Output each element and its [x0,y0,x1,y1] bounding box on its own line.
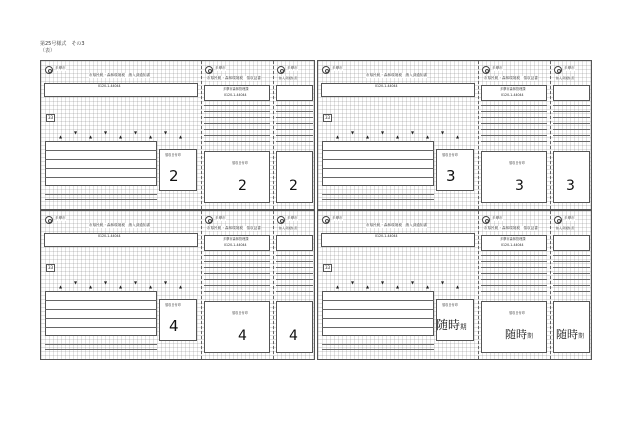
installment-label: 4 [238,328,247,344]
phone-number: 0120-1-44044 [224,93,247,97]
divider [322,344,434,345]
form-title: 納入済通知書 [556,226,575,230]
city-name: 多摩市 [492,216,503,220]
stamp-area [553,151,590,203]
installment-label: 2 [169,167,179,185]
city-seal-icon [277,216,285,224]
stamp-area [553,301,590,353]
table-row [481,267,547,268]
table-row [276,135,313,136]
city-name: 多摩市 [492,66,503,70]
triangle-down-icon: ▼ [441,130,445,135]
table-row [553,123,590,124]
stamp-title: 領収日付印 [232,161,248,165]
table-row [204,267,270,268]
table-row [481,279,547,280]
form-title: 市県民税・森林環境税 納入済通知書 [366,223,428,227]
phone-number: 0120-1-44044 [375,234,398,238]
stamp-title: 領収日付印 [165,303,181,307]
form-title: 市県民税・森林環境税 納入済通知書 [366,73,428,77]
triangle-down-icon: ▼ [164,130,168,135]
city-seal-icon [554,66,562,74]
table-row [45,327,157,328]
form-title: 市県民税・森林環境税 領収証書 [484,76,538,80]
installment-number [289,329,298,343]
installment-number [169,319,179,334]
stamp-area [276,151,313,203]
table-row [322,168,434,169]
phone-number: 0120-1-44044 [224,243,247,247]
divider [45,194,157,195]
triangle-down-icon: ▼ [351,130,355,135]
city-name: 多摩市 [215,216,226,220]
city-seal-icon [205,216,213,224]
triangle-up-icon: ▲ [149,284,153,289]
stamp-title: 領収日付印 [165,153,181,157]
city-seal-icon [322,216,330,224]
triangle-up-icon: ▲ [366,284,370,289]
installment-label: 随時 [556,328,578,341]
city-seal-icon [277,66,285,74]
form-title: 市県民税・森林環境税 納入済通知書 [89,223,151,227]
payer-info-box [276,85,313,101]
table-row [276,267,313,268]
form-number: 第25号様式 その3 [40,41,85,47]
table-row [204,279,270,280]
triangle-up-icon: ▲ [179,134,183,139]
phone-number: 0120-1-44044 [98,84,121,88]
table-row [45,159,157,160]
triangle-down-icon: ▼ [74,130,78,135]
form-side: （表） [40,48,56,54]
table-row [276,105,313,106]
table-row [204,117,270,118]
installment-number [515,179,524,193]
stamp-title: 領収日付印 [509,311,525,315]
table-row [553,135,590,136]
table-row [322,150,434,151]
city-name: 多摩市 [332,216,343,220]
triangle-down-icon: ▼ [104,280,108,285]
table-row [481,135,547,136]
installment-label: 随時 [505,328,527,341]
city-name: 多摩市 [287,216,298,220]
perforation-line [550,211,551,359]
table-row [553,255,590,256]
perforation-line [478,61,479,209]
perforation-line [201,61,202,209]
table-row [553,129,590,130]
installment-label: 2 [238,178,247,194]
perforation-line [273,211,274,359]
installment-number [289,179,298,193]
table-row [553,273,590,274]
triangle-down-icon: ▼ [351,280,355,285]
installment-number [505,329,533,340]
table-row [204,123,270,124]
stamp-area [481,151,547,203]
stamp-title: 領収日付印 [442,303,458,307]
table-row [45,168,157,169]
payment-slip-sheet [40,60,315,210]
installment-suffix: 期 [527,333,534,340]
table-row [553,267,590,268]
installment-number [446,169,456,184]
form-title: 納入済通知書 [279,226,298,230]
table-row [322,177,434,178]
perforation-line [273,61,274,209]
divider [45,344,157,345]
installment-label: 4 [169,317,179,335]
triangle-up-icon: ▲ [179,284,183,289]
table-row [322,300,434,301]
stamp-title: 領収日付印 [232,311,248,315]
city-seal-icon [45,216,53,224]
phone-number: 0120-1-44044 [98,234,121,238]
installment-number [238,329,247,343]
table-row [276,261,313,262]
table-row [481,123,547,124]
table-row [481,129,547,130]
table-row [204,291,270,292]
phone-number: 0120-1-44044 [501,93,524,97]
form-title: 納入済通知書 [556,76,575,80]
perforation-line [478,211,479,359]
city-seal-icon [205,66,213,74]
divider [45,199,157,200]
city-name: 多摩市 [55,66,66,70]
installment-label: 4 [289,328,298,344]
management-office: 多摩市森林管理課 [223,237,249,241]
installment-number [238,179,247,193]
table-row [553,291,590,292]
triangle-down-icon: ▼ [411,130,415,135]
installment-label: 随時 [436,318,461,332]
city-name: 多摩市 [287,66,298,70]
table-row [276,279,313,280]
triangle-up-icon: ▲ [426,134,430,139]
triangle-up-icon: ▲ [456,284,460,289]
triangle-down-icon: ▼ [441,280,445,285]
triangle-down-icon: ▼ [134,130,138,135]
triangle-up-icon: ▲ [89,284,93,289]
table-row [276,285,313,286]
triangle-down-icon: ▼ [134,280,138,285]
table-row [204,285,270,286]
payment-slip-sheet [317,210,592,360]
payment-slip-sheet [40,210,315,360]
divider [322,199,434,200]
table-row [322,309,434,310]
city-name: 多摩市 [55,216,66,220]
installment-number [436,319,467,331]
triangle-up-icon: ▲ [119,134,123,139]
form-title: 市県民税・森林環境税 納入済通知書 [89,73,151,77]
city-seal-icon [45,66,53,74]
management-office: 多摩市森林管理課 [223,87,249,91]
triangle-down-icon: ▼ [164,280,168,285]
table-row [481,285,547,286]
installment-number [566,179,575,193]
installment-suffix: 期 [460,323,467,331]
table-row [204,141,270,142]
payer-info-box [276,235,313,251]
triangle-down-icon: ▼ [104,130,108,135]
amount-table [45,141,157,186]
table-row [276,129,313,130]
management-office: 多摩市森林管理課 [500,237,526,241]
divider [322,194,434,195]
table-row [553,279,590,280]
table-row [322,318,434,319]
table-row [204,129,270,130]
installment-label: 3 [446,167,456,185]
perforation-line [201,211,202,359]
table-row [45,150,157,151]
table-row [481,105,547,106]
stamp-area [204,301,270,353]
table-row [204,255,270,256]
triangle-up-icon: ▲ [149,134,153,139]
tax-code-box: 33 [48,265,54,270]
triangle-down-icon: ▼ [411,280,415,285]
table-row [45,300,157,301]
city-name: 多摩市 [215,66,226,70]
form-title: 市県民税・森林環境税 領収証書 [207,226,261,230]
stamp-area [276,301,313,353]
triangle-up-icon: ▲ [396,134,400,139]
triangle-up-icon: ▲ [336,134,340,139]
tax-code-box: 33 [325,115,331,120]
table-row [553,105,590,106]
triangle-up-icon: ▲ [89,134,93,139]
stamp-title: 領収日付印 [442,153,458,157]
amount-table [322,141,434,186]
triangle-up-icon: ▲ [396,284,400,289]
table-row [276,291,313,292]
table-row [481,273,547,274]
table-row [204,105,270,106]
installment-label: 3 [566,178,575,194]
city-seal-icon [554,216,562,224]
table-row [204,135,270,136]
payer-info-box [553,235,590,251]
management-office: 多摩市森林管理課 [500,87,526,91]
table-row [553,111,590,112]
table-row [45,318,157,319]
table-row [553,261,590,262]
table-row [204,261,270,262]
installment-label: 3 [515,178,524,194]
stamp-area [204,151,270,203]
table-row [45,177,157,178]
table-row [45,309,157,310]
table-row [204,111,270,112]
city-seal-icon [482,216,490,224]
triangle-up-icon: ▲ [119,284,123,289]
installment-number [169,169,179,184]
form-title: 市県民税・森林環境税 領収証書 [484,226,538,230]
table-row [322,159,434,160]
stamp-area [481,301,547,353]
table-row [276,123,313,124]
tax-code-box: 33 [325,265,331,270]
table-row [204,273,270,274]
triangle-up-icon: ▲ [59,134,63,139]
payer-info-box [553,85,590,101]
table-row [276,117,313,118]
city-name: 多摩市 [332,66,343,70]
phone-number: 0120-1-44044 [375,84,398,88]
payment-slip-sheet [317,60,592,210]
triangle-down-icon: ▼ [74,280,78,285]
installment-label: 2 [289,178,298,194]
table-row [276,111,313,112]
city-name: 多摩市 [564,66,575,70]
table-row [553,117,590,118]
installment-suffix: 期 [578,333,585,340]
stamp-title: 領収日付印 [509,161,525,165]
installment-number [556,329,584,340]
triangle-down-icon: ▼ [381,280,385,285]
triangle-up-icon: ▲ [456,134,460,139]
triangle-up-icon: ▲ [366,134,370,139]
city-seal-icon [482,66,490,74]
table-row [481,111,547,112]
city-seal-icon [322,66,330,74]
triangle-down-icon: ▼ [381,130,385,135]
triangle-up-icon: ▲ [336,284,340,289]
table-row [276,141,313,142]
amount-table [322,291,434,336]
form-title: 市県民税・森林環境税 領収証書 [207,76,261,80]
tax-code-box: 33 [48,115,54,120]
table-row [481,255,547,256]
table-row [553,141,590,142]
divider [322,349,434,350]
table-row [481,291,547,292]
table-row [276,273,313,274]
form-title: 納入済通知書 [279,76,298,80]
amount-table [45,291,157,336]
table-row [481,141,547,142]
triangle-up-icon: ▲ [426,284,430,289]
table-row [322,327,434,328]
table-row [276,255,313,256]
table-row [553,285,590,286]
perforation-line [550,61,551,209]
table-row [481,117,547,118]
phone-number: 0120-1-44044 [501,243,524,247]
table-row [481,261,547,262]
city-name: 多摩市 [564,216,575,220]
divider [45,349,157,350]
triangle-up-icon: ▲ [59,284,63,289]
